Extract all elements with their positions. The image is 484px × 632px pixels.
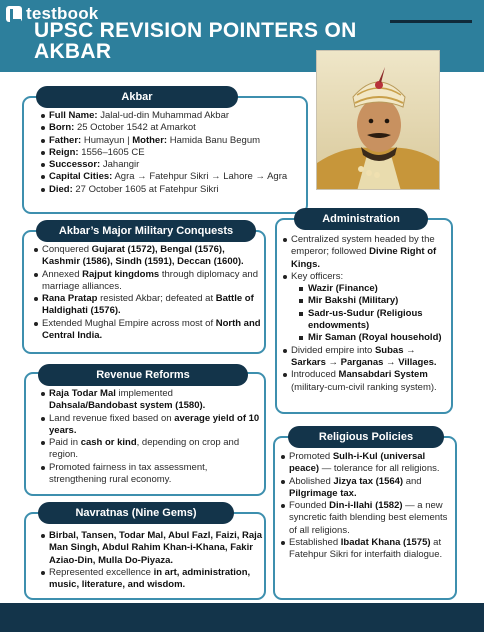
revenue-heading: Revenue Reforms xyxy=(38,364,248,386)
list-item: Birbal, Tansen, Todar Mal, Abul Fazl, Faizi, Raja Man Singh, Abdul Rahim Khan-i-Khana, Fakir Aziao-Din, Mulla Do-Piyaza. xyxy=(40,530,264,567)
list-item: Divided empire into Subas → Sarkars → Parganas → Villages. xyxy=(282,345,452,370)
list-item: Mir Saman (Royal household) xyxy=(291,332,452,344)
header-divider xyxy=(390,20,472,23)
akbar-portrait-icon xyxy=(317,51,440,190)
akbar-heading: Akbar xyxy=(36,86,238,108)
religious-policies-card xyxy=(273,436,457,600)
list-item: Represented excellence in art, administration, music, literature, and wisdom. xyxy=(40,567,264,592)
list-item: Full Name: Jalal-ud-din Muhammad Akbar xyxy=(40,110,306,122)
list-item: Conquered Gujarat (1572), Bengal (1576), Kashmir (1586), Sindh (1591), Deccan (1600). xyxy=(33,244,265,269)
list-item: Introduced Mansabdari System (military-cum-civil ranking system). xyxy=(282,369,452,394)
testbook-logo-icon xyxy=(6,6,22,22)
list-item: Raja Todar Mal implemented Dahsala/Bandobast system (1580). xyxy=(40,388,262,413)
navratnas-heading: Navratnas (Nine Gems) xyxy=(38,502,234,524)
list-item: Born: 25 October 1542 at Amarkot xyxy=(40,122,306,134)
navratnas-card xyxy=(24,512,266,600)
list-item: Promoted fairness in tax assessment, strengthening rural economy. xyxy=(40,462,262,487)
akbar-portrait xyxy=(316,50,440,190)
religious-heading: Religious Policies xyxy=(288,426,444,448)
list-item: Died: 27 October 1605 at Fatehpur Sikri xyxy=(40,184,306,196)
list-item: Reign: 1556–1605 CE xyxy=(40,147,306,159)
list-item: Successor: Jahangir xyxy=(40,159,306,171)
list-item: Key officers: Wazir (Finance) Mir Bakshi (Military) Sadr-us-Sudur (Religious endowments) Mir Saman (Royal household) xyxy=(282,271,452,345)
list-item: Established Ibadat Khana (1575) at Fatehpur Sikri for interfaith dialogue. xyxy=(280,537,450,562)
list-item: Father: Humayun | Mother: Hamida Banu Begum xyxy=(40,135,306,147)
list-item: Promoted Sulh-i-Kul (universal peace) — tolerance for all religions. xyxy=(280,451,450,476)
brand-name: testbook xyxy=(26,4,99,23)
administration-card xyxy=(275,218,453,414)
list-item: Land revenue fixed based on average yield of 10 years. xyxy=(40,413,262,438)
page-title: UPSC REVISION POINTERS ON AKBAR xyxy=(34,19,357,63)
revenue-reforms-card xyxy=(24,372,266,496)
list-item: Sadr-us-Sudur (Religious endowments) xyxy=(291,308,452,333)
list-item: Paid in cash or kind, depending on crop and region. xyxy=(40,437,262,462)
administration-heading: Administration xyxy=(294,208,428,230)
list-item: Centralized system headed by the emperor; followed Divine Right of Kings. xyxy=(282,234,452,271)
list-item: Annexed Rajput kingdoms through diplomacy and marriage alliances. xyxy=(33,269,265,294)
military-conquests-card xyxy=(22,230,266,354)
administration-list xyxy=(282,234,452,394)
military-heading: Akbar’s Major Military Conquests xyxy=(36,220,256,242)
footer-bar xyxy=(0,603,484,632)
list-item: Founded Din-i-Ilahi (1582) — a new syncretic faith blending best elements of all religions. xyxy=(280,500,450,537)
list-item: Wazir (Finance) xyxy=(291,283,452,295)
akbar-card xyxy=(22,96,308,214)
navratnas-list xyxy=(40,530,264,591)
list-item: Abolished Jizya tax (1564) and Pilgrimage tax. xyxy=(280,476,450,501)
list-item: Capital Cities: Agra → Fatehpur Sikri → Lahore → Agra xyxy=(40,171,306,183)
akbar-facts-list xyxy=(40,110,306,196)
religious-list xyxy=(280,451,450,562)
officers-list xyxy=(291,283,452,344)
military-list xyxy=(33,244,265,342)
list-item: Rana Pratap resisted Akbar; defeated at Battle of Haldighati (1576). xyxy=(33,293,265,318)
revenue-list xyxy=(40,388,262,486)
list-item: Extended Mughal Empire across most of North and Central India. xyxy=(33,318,265,343)
list-item: Mir Bakshi (Military) xyxy=(291,295,452,307)
